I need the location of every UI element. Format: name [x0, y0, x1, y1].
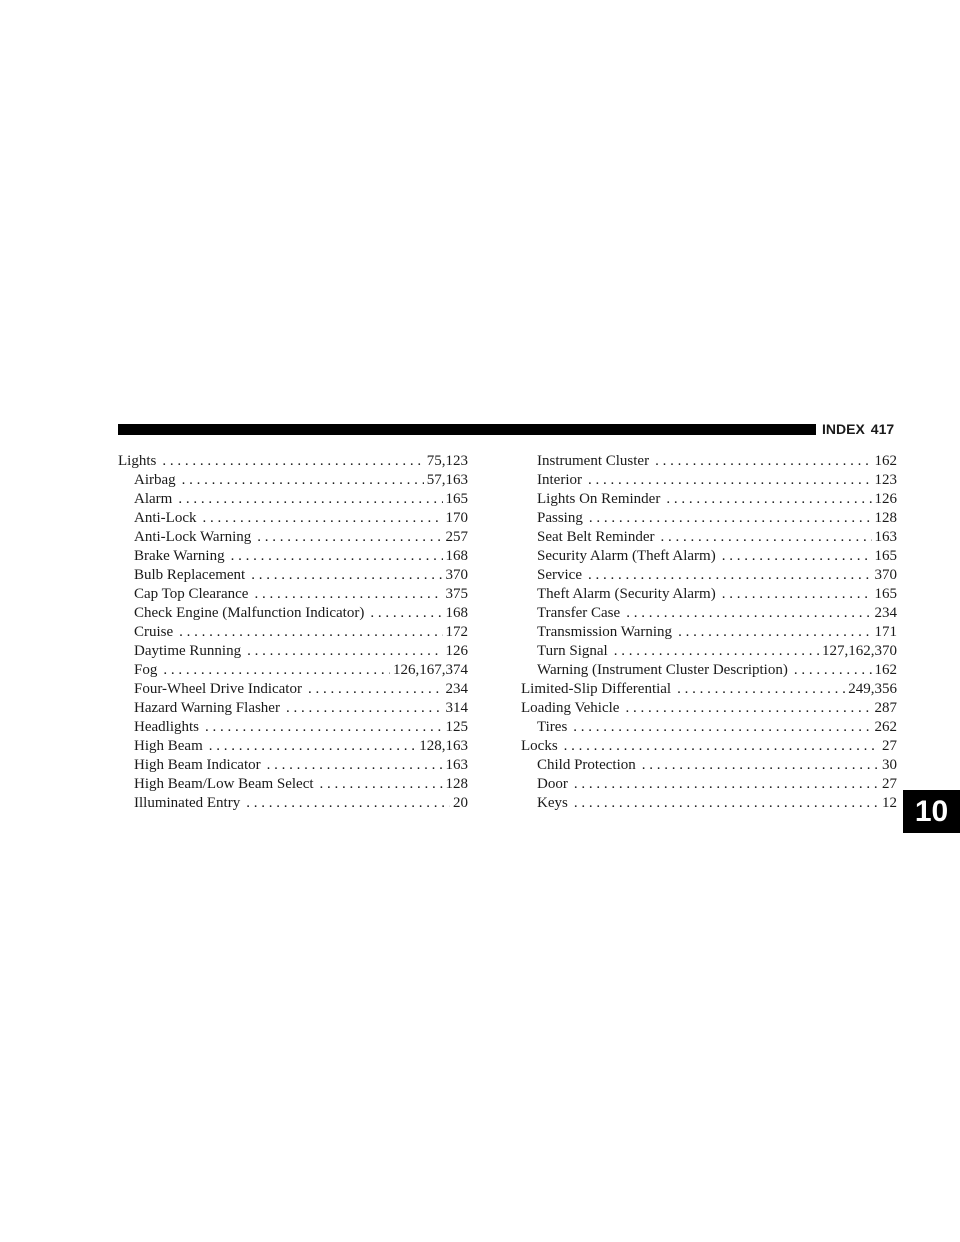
page-reference: 163 — [874, 529, 897, 545]
dot-leader — [205, 718, 443, 737]
page-reference: 75,123 — [426, 453, 468, 469]
index-subentry — [521, 528, 897, 547]
index-subentry — [118, 756, 468, 775]
page-reference: 27 — [882, 738, 897, 754]
page-reference: 20 — [453, 795, 468, 811]
index-term: Turn Signal — [537, 643, 608, 659]
index-term: High Beam — [134, 738, 203, 754]
index-term: Anti-Lock Warning — [134, 529, 252, 545]
page-reference: 163 — [445, 757, 468, 773]
index-subentry — [118, 566, 468, 585]
index-subentry — [118, 737, 468, 756]
dot-leader — [655, 452, 871, 471]
dot-leader — [574, 775, 879, 794]
dot-leader — [251, 566, 442, 585]
index-subentry — [521, 718, 897, 737]
dot-leader — [202, 509, 442, 528]
page-reference: 57,163 — [426, 472, 468, 488]
index-column-left — [118, 452, 468, 813]
index-subentry — [118, 509, 468, 528]
dot-leader — [722, 547, 872, 566]
index-term: Door — [537, 776, 568, 792]
index-term: Cap Top Clearance — [134, 586, 249, 602]
index-term: Four-Wheel Drive Indicator — [134, 681, 302, 697]
page-reference: 287 — [874, 700, 897, 716]
section-title: INDEX — [822, 421, 865, 437]
page-reference: 234 — [874, 605, 897, 621]
index-subentry — [521, 623, 897, 642]
index-subentry — [118, 623, 468, 642]
index-term: Illuminated Entry — [134, 795, 241, 811]
running-header — [822, 420, 902, 438]
index-term: Daytime Running — [134, 643, 242, 659]
page-reference: 128,163 — [419, 738, 468, 754]
dot-leader — [588, 566, 872, 585]
index-subentry — [118, 642, 468, 661]
index-subentry — [118, 547, 468, 566]
index-subentry — [118, 794, 468, 813]
index-term: Loading Vehicle — [521, 700, 620, 716]
dot-leader — [257, 528, 442, 547]
dot-leader — [182, 471, 424, 490]
index-subentry — [521, 509, 897, 528]
dot-leader — [209, 737, 417, 756]
page-reference: 168 — [445, 548, 468, 564]
header-rule — [118, 424, 816, 435]
index-term: Keys — [537, 795, 568, 811]
dot-leader — [564, 737, 879, 756]
index-subentry — [521, 775, 897, 794]
page-reference: 12 — [882, 795, 897, 811]
index-term: Fog — [134, 662, 158, 678]
dot-leader — [626, 604, 871, 623]
index-subentry — [521, 471, 897, 490]
page-reference: 162 — [874, 453, 897, 469]
dot-leader — [247, 642, 442, 661]
index-term: Transmission Warning — [537, 624, 673, 640]
index-term: Brake Warning — [134, 548, 225, 564]
index-subentry — [118, 585, 468, 604]
index-subentry — [118, 661, 468, 680]
index-subentry — [521, 490, 897, 509]
page-reference: 126,167,374 — [393, 662, 468, 678]
dot-leader — [666, 490, 871, 509]
index-subentry — [521, 756, 897, 775]
dot-leader — [614, 642, 819, 661]
page-reference: 314 — [445, 700, 468, 716]
page-reference: 262 — [874, 719, 897, 735]
page-reference: 234 — [445, 681, 468, 697]
index-term: Passing — [537, 510, 583, 526]
page-reference: 165 — [445, 491, 468, 507]
page-reference: 249,356 — [848, 681, 897, 697]
dot-leader — [162, 452, 423, 471]
page-reference: 125 — [445, 719, 468, 735]
index-term: Service — [537, 567, 582, 583]
page-reference: 170 — [445, 510, 468, 526]
index-subentry — [118, 604, 468, 623]
index-subentry — [118, 490, 468, 509]
dot-leader — [625, 699, 871, 718]
index-term: Anti-Lock — [134, 510, 197, 526]
dot-leader — [642, 756, 879, 775]
page-reference: 165 — [874, 586, 897, 602]
index-term: Bulb Replacement — [134, 567, 246, 583]
page-reference: 126 — [874, 491, 897, 507]
page-reference: 172 — [445, 624, 468, 640]
dot-leader — [574, 794, 879, 813]
index-term: Instrument Cluster — [537, 453, 650, 469]
dot-leader — [179, 623, 442, 642]
index-term: Tires — [537, 719, 568, 735]
index-term: Seat Belt Reminder — [537, 529, 655, 545]
index-term: Headlights — [134, 719, 199, 735]
dot-leader — [286, 699, 443, 718]
chapter-tab: 10 — [903, 790, 960, 833]
index-term: High Beam/Low Beam Select — [134, 776, 314, 792]
index-subentry — [521, 566, 897, 585]
index-term: Limited-Slip Differential — [521, 681, 672, 697]
dot-leader — [246, 794, 450, 813]
page-reference: 128 — [445, 776, 468, 792]
index-term: Cruise — [134, 624, 174, 640]
page-reference: 257 — [445, 529, 468, 545]
page-reference: 126 — [445, 643, 468, 659]
index-subentry — [521, 452, 897, 471]
page-reference: 27 — [882, 776, 897, 792]
page-reference: 127,162,370 — [822, 643, 897, 659]
dot-leader — [178, 490, 442, 509]
index-entry — [118, 452, 468, 471]
index-entry — [521, 680, 897, 699]
page-reference: 30 — [882, 757, 897, 773]
dot-leader — [163, 661, 390, 680]
index-term: Interior — [537, 472, 582, 488]
dot-leader — [370, 604, 442, 623]
dot-leader — [588, 471, 872, 490]
index-term: Check Engine (Malfunction Indicator) — [134, 605, 365, 621]
index-subentry — [118, 775, 468, 794]
index-subentry — [118, 699, 468, 718]
page-reference: 168 — [445, 605, 468, 621]
dot-leader — [794, 661, 872, 680]
page-reference: 370 — [445, 567, 468, 583]
dot-leader — [267, 756, 443, 775]
index-term: Locks — [521, 738, 558, 754]
index-term: Transfer Case — [537, 605, 621, 621]
index-entry — [521, 699, 897, 718]
index-subentry — [521, 661, 897, 680]
dot-leader — [308, 680, 443, 699]
dot-leader — [660, 528, 871, 547]
index-term: Security Alarm (Theft Alarm) — [537, 548, 716, 564]
index-term: Theft Alarm (Security Alarm) — [537, 586, 716, 602]
index-term: High Beam Indicator — [134, 757, 261, 773]
page-reference: 165 — [874, 548, 897, 564]
index-subentry — [118, 718, 468, 737]
dot-leader — [722, 585, 872, 604]
page-reference: 370 — [874, 567, 897, 583]
index-term: Alarm — [134, 491, 173, 507]
index-term: Airbag — [134, 472, 176, 488]
dot-leader — [677, 680, 845, 699]
page-reference: 162 — [874, 662, 897, 678]
dot-leader — [573, 718, 871, 737]
index-term: Lights — [118, 453, 157, 469]
index-subentry — [521, 585, 897, 604]
index-subentry — [521, 642, 897, 661]
index-subentry — [118, 680, 468, 699]
index-subentry — [521, 547, 897, 566]
dot-leader — [254, 585, 442, 604]
index-column-right — [521, 452, 897, 813]
index-subentry — [521, 794, 897, 813]
index-term: Lights On Reminder — [537, 491, 661, 507]
page-reference: 123 — [874, 472, 897, 488]
page-reference: 171 — [874, 624, 897, 640]
index-subentry — [118, 528, 468, 547]
page-reference: 128 — [874, 510, 897, 526]
page-reference: 375 — [445, 586, 468, 602]
dot-leader — [231, 547, 443, 566]
dot-leader — [678, 623, 871, 642]
index-term: Warning (Instrument Cluster Description) — [537, 662, 788, 678]
index-subentry — [521, 604, 897, 623]
index-term: Hazard Warning Flasher — [134, 700, 280, 716]
index-subentry — [118, 471, 468, 490]
page-number: 417 — [870, 421, 895, 437]
dot-leader — [589, 509, 872, 528]
index-entry — [521, 737, 897, 756]
index-term: Child Protection — [537, 757, 636, 773]
dot-leader — [320, 775, 443, 794]
